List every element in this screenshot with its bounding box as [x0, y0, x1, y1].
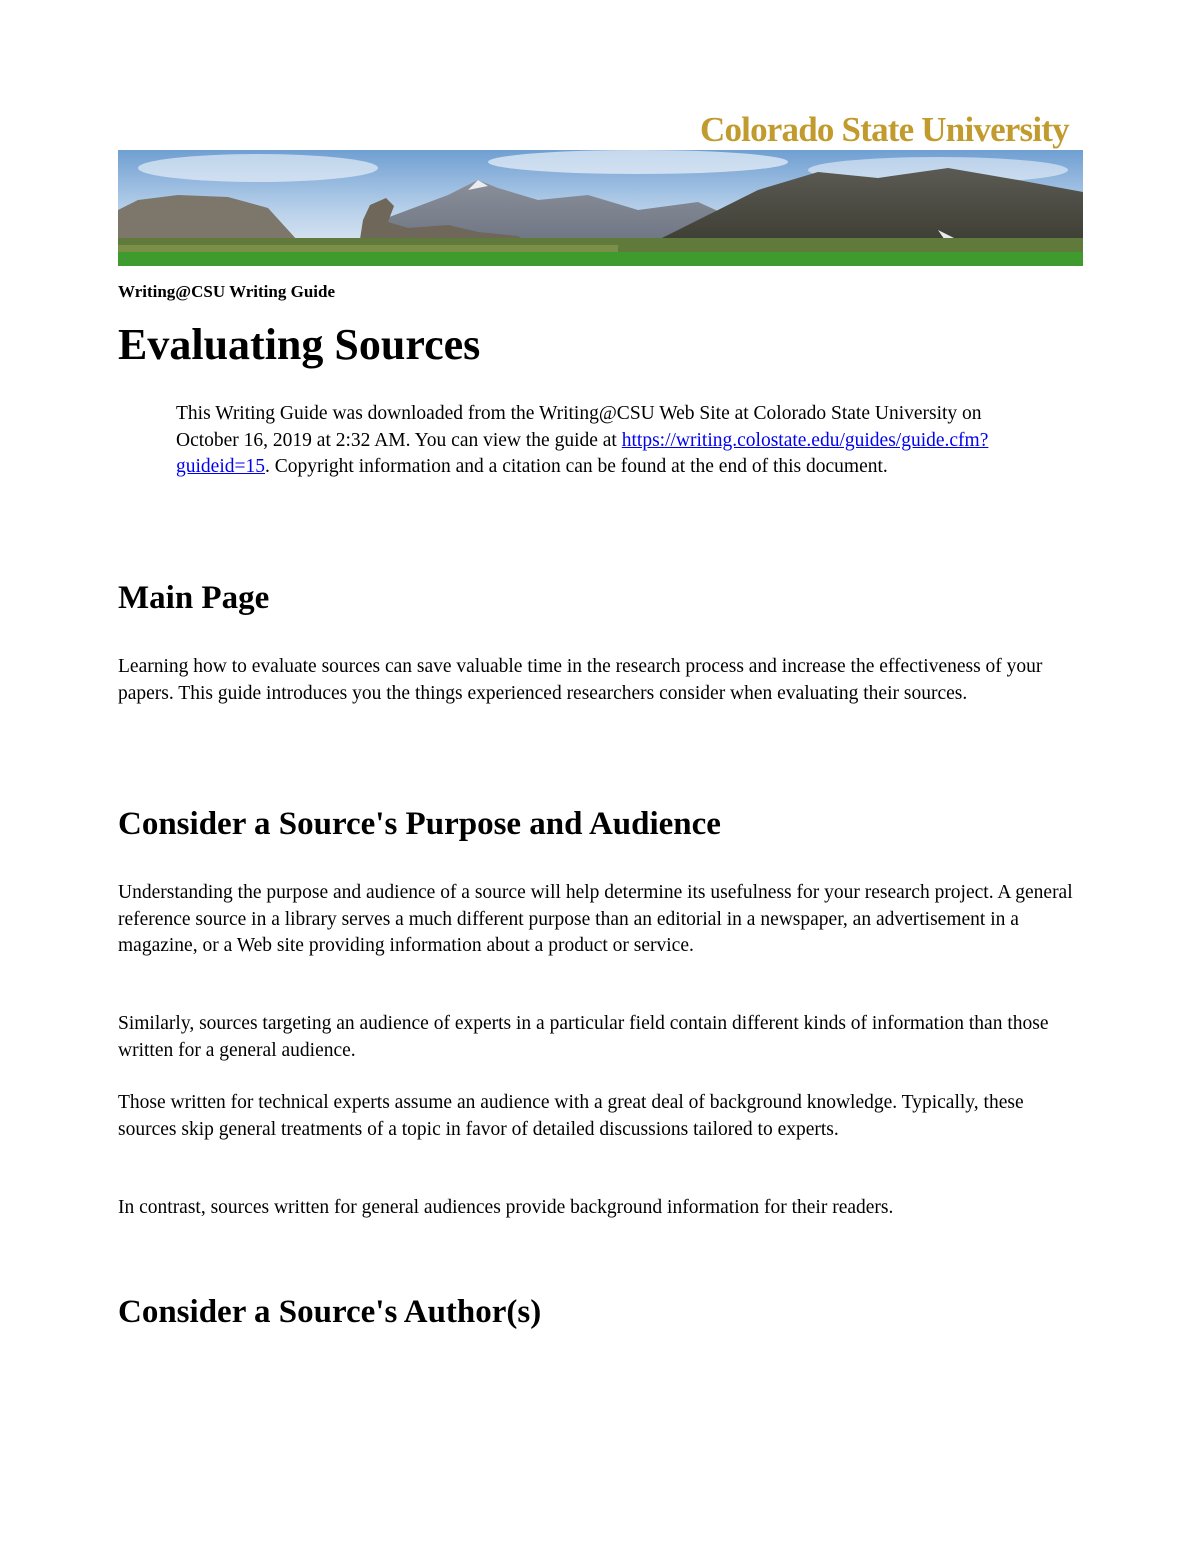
paragraph: Learning how to evaluate sources can save valuable time in the research process and increase the effectiveness of your papers. This guide introduces you the things experienced researchers consider when evaluating their sources. — [118, 656, 1043, 704]
download-notice-text: This Writing Guide was downloaded from the Writing@CSU Web Site at Colorado State University on October 16, 2019 at 2:32 AM. You can view the guide at — [176, 403, 982, 451]
paragraph: Those written for technical experts assume an audience with a great deal of background knowledge. Typically, these sources skip general treatments of a topic in favor of detailed discussions tailored to experts. — [118, 1092, 1024, 1140]
paragraph: In contrast, sources written for general audiences provide background information for their readers. — [118, 1197, 894, 1218]
paragraph: Similarly, sources targeting an audience of experts in a particular field contain different kinds of information than those written for a general audience. — [118, 1013, 1049, 1061]
mountain-banner — [118, 150, 1083, 252]
csu-logo: Colorado State University — [700, 110, 1069, 149]
download-notice-end: . Copyright information and a citation can be found at the end of this document. — [265, 456, 888, 477]
guide-label: Writing@CSU Writing Guide — [118, 282, 336, 301]
header-divider-bar — [118, 252, 1083, 266]
heading-authors: Consider a Source's Author(s) — [118, 1294, 542, 1330]
page-title: Evaluating Sources — [118, 320, 481, 369]
download-notice — [176, 401, 1026, 481]
guide-link[interactable]: https://writing.colostate.edu/guides/guide.cfm?guideid=15 — [176, 429, 989, 477]
paragraph: Understanding the purpose and audience of a source will help determine its usefulness for your research project. A general reference source in a library serves a much different purpose than an editorial in a newspaper, an advertisement in a magazine, or a Web site providing information about a product or service. — [118, 882, 1073, 956]
heading-main-page: Main Page — [118, 580, 270, 616]
heading-purpose-audience: Consider a Source's Purpose and Audience — [118, 806, 721, 842]
